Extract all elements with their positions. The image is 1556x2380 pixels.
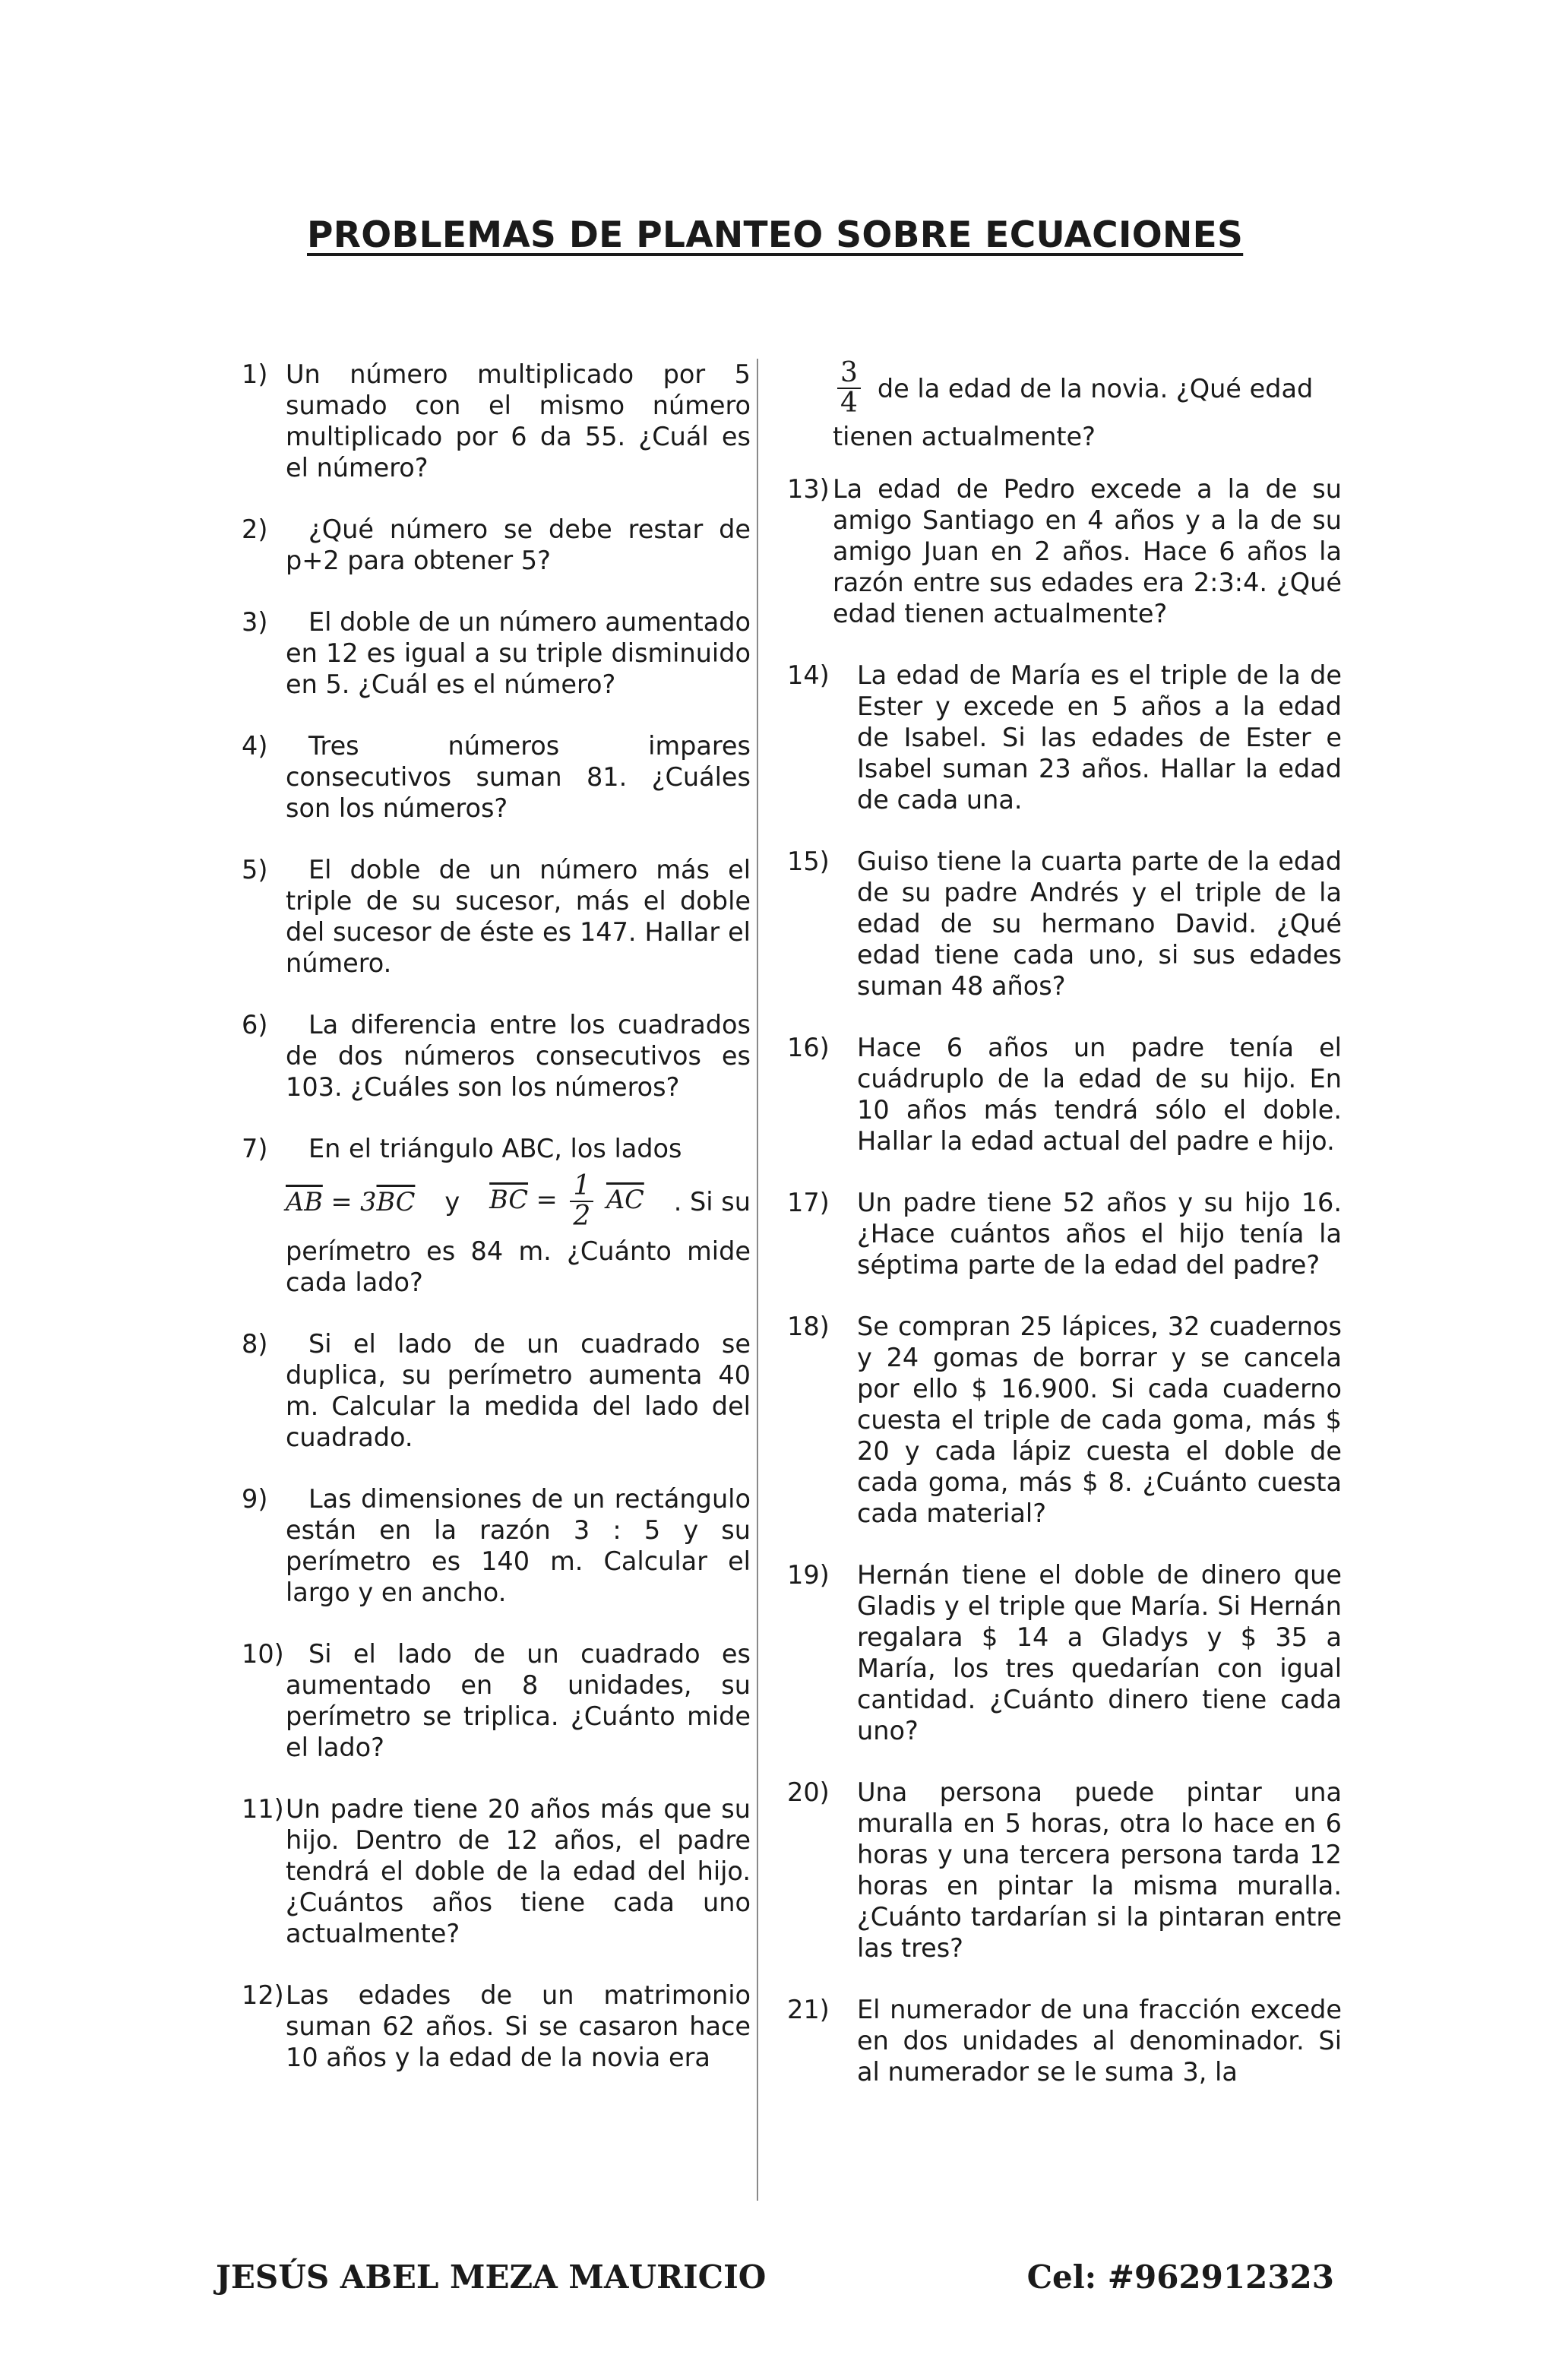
problem-text: . Si su <box>673 1186 751 1217</box>
problem-text: La edad de María es el triple de la de Ester y excede en 5 años a la edad de Isabel. Si las edades de Ester e Isabel suman 23 años. Hallar la edad de cada una. <box>857 660 1342 815</box>
problem-20 <box>787 1777 1342 1964</box>
problem-text: Una persona puede pintar una muralla en 5 horas, otra lo hace en 6 horas y una tercera persona tarda 12 horas en pintar la misma muralla. ¿Cuánto tardarían si la pintaran entre las tres? <box>857 1777 1342 1963</box>
fraction-numerator: 1 <box>570 1172 593 1202</box>
problem-text: Un padre tiene 52 años y su hijo 16. ¿Hace cuántos años el hijo tenía la séptima parte de la edad del padre? <box>857 1188 1342 1280</box>
fraction-three-quarters <box>837 359 861 418</box>
problem-text: El doble de un número aumentado en 12 es igual a su triple disminuido en 5. ¿Cuál es el número? <box>286 607 751 699</box>
page-title: PROBLEMAS DE PLANTEO SOBRE ECUACIONES <box>307 214 1244 256</box>
math-expression <box>286 1172 751 1231</box>
column-divider <box>757 359 758 2201</box>
problem-12 <box>242 1980 751 2073</box>
fraction-denominator: 2 <box>573 1201 591 1232</box>
problem-number: 16) <box>787 1033 830 1062</box>
right-column <box>787 359 1342 2118</box>
problem-number: 18) <box>787 1312 830 1341</box>
problem-17 <box>787 1187 1342 1280</box>
problem-2 <box>242 514 751 576</box>
left-column <box>242 359 751 2103</box>
problem-number: 5) <box>242 855 268 885</box>
problem-number: 1) <box>242 359 268 389</box>
problem-number: 19) <box>787 1560 830 1590</box>
problem-text: Un padre tiene 20 años más que su hijo. Dentro de 12 años, el padre tendrá el doble de la edad del hijo. ¿Cuántos años tiene cada uno actualmente? <box>286 1794 751 1948</box>
problem-11 <box>242 1793 751 1949</box>
problem-text: El doble de un número más el triple de su sucesor, más el doble del sucesor de éste es 147. Hallar el número. <box>286 855 751 978</box>
problem-text: Hernán tiene el doble de dinero que Gladis y el triple que María. Si Hernán regalara $ 14 a Gladys y $ 35 a María, los tres quedarían con igual cantidad. ¿Cuánto dinero tiene cada uno? <box>857 1560 1342 1745</box>
problem-text: Si el lado de un cuadrado es aumentado en 8 unidades, su perímetro se triplica. ¿Cuánto mide el lado? <box>286 1639 751 1762</box>
problem-9 <box>242 1483 751 1608</box>
problem-number: 6) <box>242 1010 268 1040</box>
problem-1 <box>242 359 751 483</box>
fraction-numerator: 3 <box>837 359 861 389</box>
problem-13 <box>787 473 1342 629</box>
phone-number: Cel: #962912323 <box>1026 2258 1334 2296</box>
problem-15 <box>787 846 1342 1002</box>
problem-number: 9) <box>242 1484 268 1514</box>
segment-bc: $\overline{BC}$ <box>489 1185 529 1214</box>
problem-number: 14) <box>787 660 830 690</box>
problem-text: ¿Qué número se debe restar de p+2 para obtener 5? <box>286 514 751 575</box>
problem-16 <box>787 1032 1342 1157</box>
problem-number: 7) <box>242 1134 268 1163</box>
problem-number: 3) <box>242 607 268 637</box>
problem-text: La edad de Pedro excede a la de su amigo Santiago en 4 años y a la de su amigo Juan en 2 años. Hace 6 años la razón entre sus edades era 2:3:4. ¿Qué edad tienen actualmente? <box>833 474 1342 628</box>
problem-10 <box>242 1638 751 1763</box>
problem-number: 12) <box>242 1980 284 2010</box>
problem-number: 15) <box>787 847 830 876</box>
equals: = <box>528 1185 566 1214</box>
conjunction: y <box>444 1186 460 1217</box>
problem-text: tienen actualmente? <box>833 422 1096 451</box>
problem-number: 17) <box>787 1188 830 1217</box>
problem-19 <box>787 1559 1342 1746</box>
problem-text: En el triángulo ABC, los lados <box>308 1134 682 1163</box>
problem-number: 2) <box>242 514 268 544</box>
fraction-one-half <box>570 1172 593 1231</box>
problem-number: 8) <box>242 1329 268 1359</box>
segment-bc: $\overline{BC}$ <box>376 1186 416 1217</box>
problem-text: El numerador de una fracción excede en dos unidades al denominador. Si al numerador se le suma 3, la <box>857 1995 1342 2087</box>
problem-18 <box>787 1311 1342 1529</box>
problem-12-continuation <box>787 359 1342 452</box>
equals-three: = 3 <box>322 1186 377 1217</box>
problem-14 <box>787 660 1342 815</box>
problem-text: La diferencia entre los cuadrados de dos números consecutivos es 103. ¿Cuáles son los números? <box>286 1010 751 1102</box>
problem-number: 10) <box>242 1639 284 1669</box>
problem-text: perímetro es 84 m. ¿Cuánto mide cada lado? <box>286 1236 751 1297</box>
problem-number: 20) <box>787 1777 830 1807</box>
problem-number: 21) <box>787 1995 830 2024</box>
problem-8 <box>242 1328 751 1453</box>
problem-text: Un número multiplicado por 5 sumado con el mismo número multiplicado por 6 da 55. ¿Cuál es el número? <box>286 359 751 483</box>
problem-text: Las dimensiones de un rectángulo están en la razón 3 : 5 y su perímetro es 140 m. Calcular el largo y en ancho. <box>286 1484 751 1607</box>
problem-3 <box>242 606 751 700</box>
problem-text: de la edad de la novia. ¿Qué edad <box>877 373 1314 404</box>
author-name: JESÚS ABEL MEZA MAURICIO <box>216 2258 767 2296</box>
segment-ac: $\overline{AC}$ <box>606 1185 644 1214</box>
fraction-denominator: 4 <box>840 388 858 419</box>
problem-21 <box>787 1994 1342 2087</box>
problem-text: Tres números impares consecutivos suman 81. ¿Cuáles son los números? <box>286 731 751 823</box>
problem-text: Se compran 25 lápices, 32 cuadernos y 24 gomas de borrar y se cancela por ello $ 16.900. Si cada cuaderno cuesta el triple de cada goma, más $ 20 y cada lápiz cuesta el doble de cada goma, más $ 8. ¿Cuánto cuesta cada material? <box>857 1312 1342 1528</box>
problem-5 <box>242 854 751 979</box>
problem-text: Guiso tiene la cuarta parte de la edad de su padre Andrés y el triple de la edad de su hermano David. ¿Qué edad tiene cada uno, si sus edades suman 48 años? <box>857 847 1342 1001</box>
segment-ab: $\overline{AB}$ <box>286 1186 323 1217</box>
problem-text: Hace 6 años un padre tenía el cuádruplo de la edad de su hijo. En 10 años más tendrá sólo el doble. Hallar la edad actual del padre e hijo. <box>857 1033 1342 1156</box>
problem-7 <box>242 1133 751 1298</box>
problem-number: 11) <box>242 1794 284 1824</box>
problem-number: 13) <box>787 474 830 504</box>
problem-number: 4) <box>242 731 268 761</box>
problem-text: Las edades de un matrimonio suman 62 años. Si se casaron hace 10 años y la edad de la novia era <box>286 1980 751 2072</box>
problem-6 <box>242 1009 751 1103</box>
problem-text: Si el lado de un cuadrado se duplica, su perímetro aumenta 40 m. Calcular la medida del lado del cuadrado. <box>286 1329 751 1452</box>
problem-4 <box>242 730 751 824</box>
